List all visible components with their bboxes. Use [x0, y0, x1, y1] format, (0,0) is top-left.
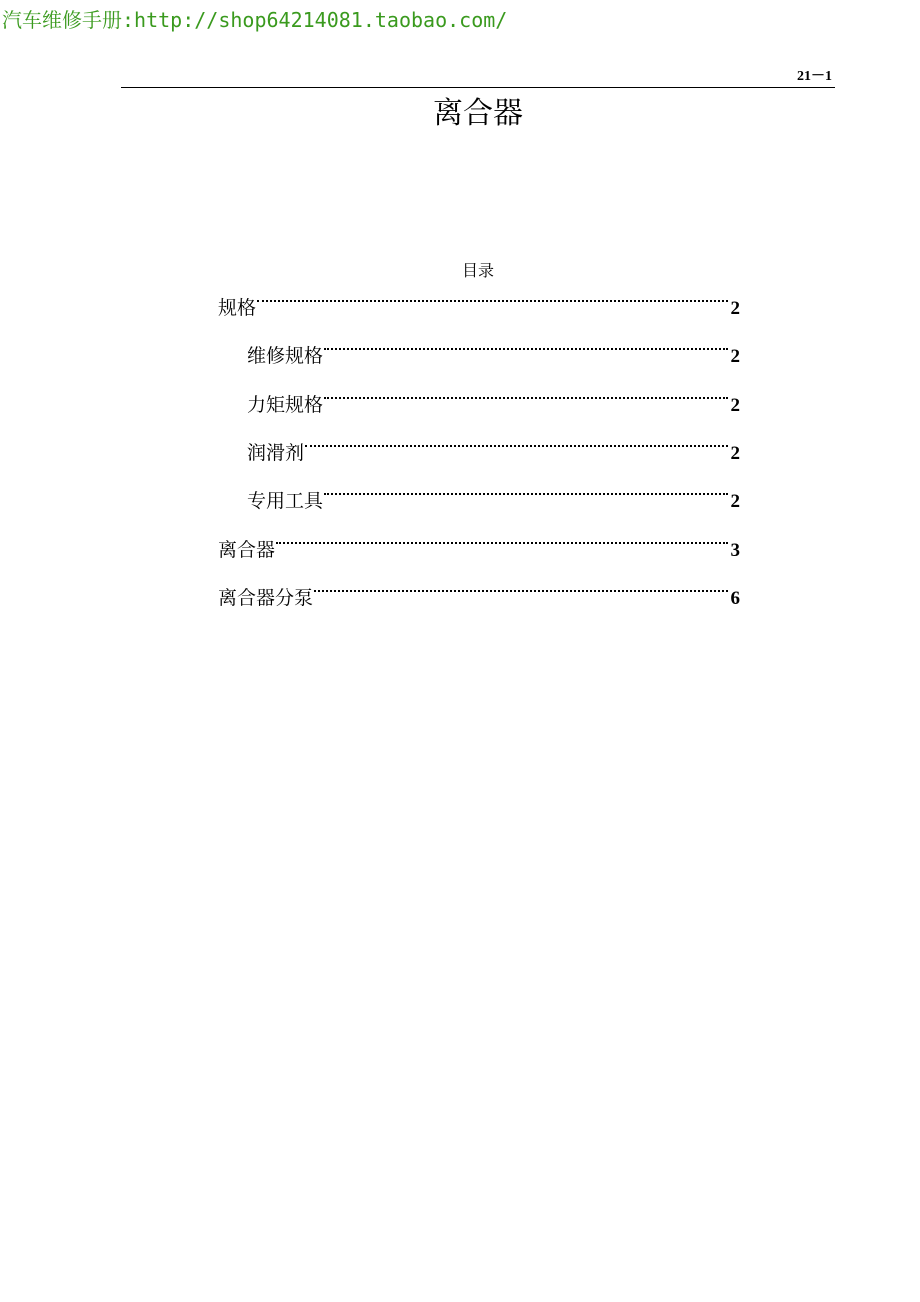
toc-entry-service-specifications[interactable]	[247, 342, 740, 370]
toc-entry-label: 离合器分泵	[218, 587, 314, 609]
chapter-title: 离合器	[433, 96, 523, 131]
toc-entry-page: 3	[730, 540, 740, 561]
page-number: 21－1	[797, 69, 832, 84]
toc-entry-label: 力矩规格	[247, 394, 324, 416]
toc-entry-label: 规格	[218, 297, 257, 319]
toc-entry-torque-specifications[interactable]	[247, 391, 740, 419]
toc-leader-dots	[324, 493, 727, 495]
toc-leader-dots	[257, 300, 727, 302]
toc-entry-page: 2	[730, 443, 740, 464]
toc-leader-dots	[324, 397, 727, 399]
toc-entry-label: 维修规格	[247, 345, 324, 367]
watermark-text: 汽车维修手册:http://shop64214081.taobao.com/	[2, 8, 508, 32]
toc-leader-dots	[324, 348, 727, 350]
toc-entry-label: 离合器	[218, 539, 276, 561]
toc-entry-specifications[interactable]	[218, 294, 740, 322]
toc-entry-page: 2	[730, 395, 740, 416]
toc-entry-page: 2	[730, 346, 740, 367]
toc-leader-dots	[276, 542, 727, 544]
toc-entry-page: 6	[730, 588, 740, 609]
toc-entry-lubricants[interactable]	[247, 439, 740, 467]
toc-entry-special-tools[interactable]	[247, 487, 740, 515]
toc-leader-dots	[305, 445, 727, 447]
toc-entry-page: 2	[730, 298, 740, 319]
toc-leader-dots	[314, 590, 727, 592]
toc-entry-clutch[interactable]	[218, 536, 740, 564]
toc-entry-clutch-slave-cylinder[interactable]	[218, 584, 740, 612]
toc-heading: 目录	[461, 261, 494, 280]
toc-entry-label: 润滑剂	[247, 442, 305, 464]
toc-entry-page: 2	[730, 491, 740, 512]
toc-entry-label: 专用工具	[247, 490, 324, 512]
